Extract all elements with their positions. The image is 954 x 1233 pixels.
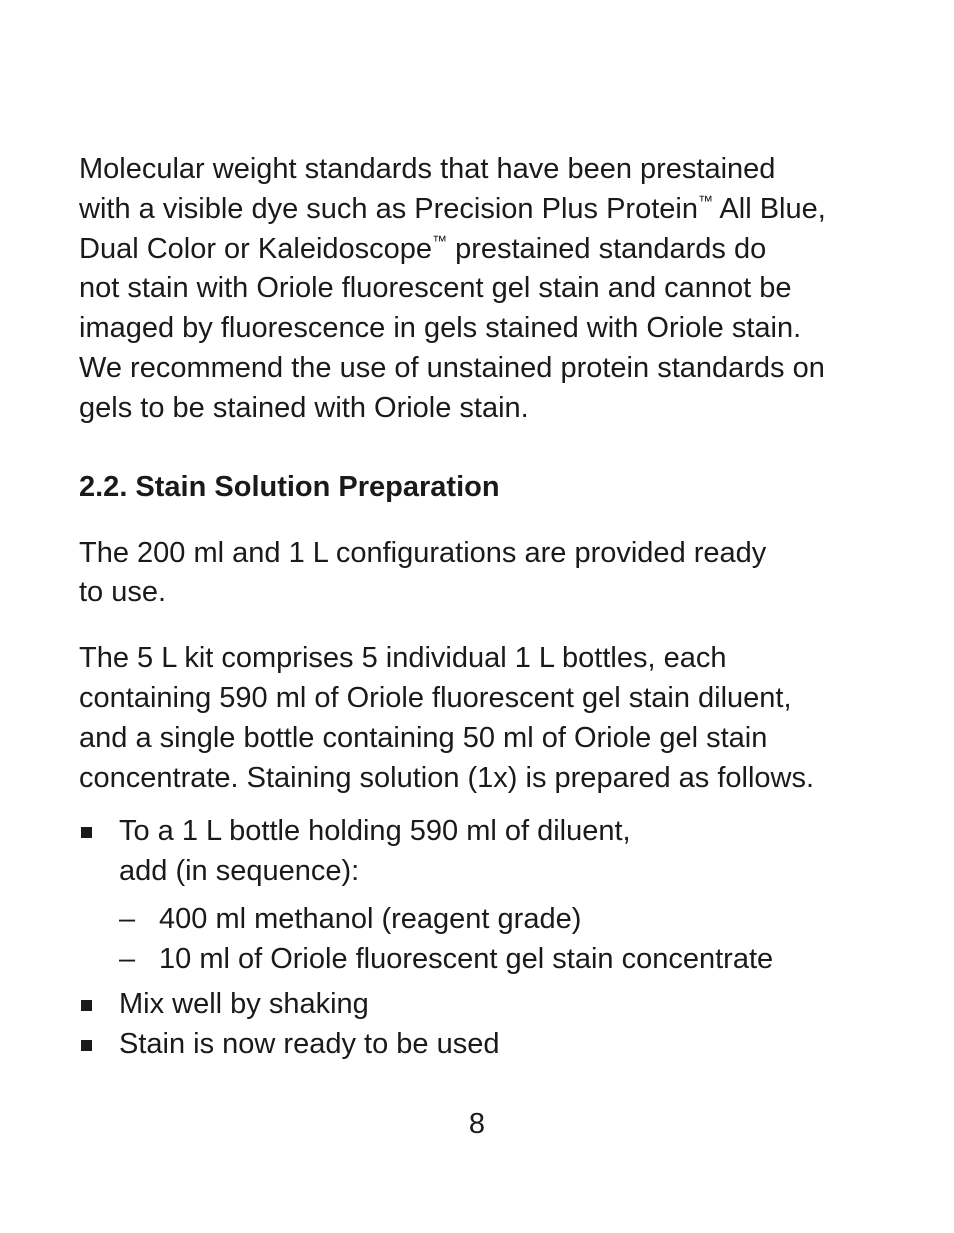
trademark-symbol: ™	[697, 192, 713, 210]
kit-line-3: and a single bottle containing 50 ml of Oriole gel stain	[79, 721, 768, 754]
square-bullet-icon	[81, 1000, 92, 1011]
dash-bullet-icon: –	[119, 942, 136, 975]
list-item	[79, 1025, 899, 1065]
kit-paragraph	[79, 639, 899, 798]
configurations-line-1: The 200 ml and 1 L configurations are provided ready	[79, 536, 767, 569]
configurations-paragraph	[79, 534, 899, 614]
intro-line-1: Molecular weight standards that have been prestained	[79, 153, 776, 185]
section-heading: 2.2. Stain Solution Preparation	[79, 470, 500, 503]
list-item	[79, 812, 899, 979]
sub-step-concentrate: 10 ml of Oriole fluorescent gel stain concentrate	[159, 942, 774, 975]
intro-line-7: gels to be stained with Oriole stain.	[79, 391, 529, 424]
page-content	[79, 150, 899, 1065]
intro-line-2: with a visible dye such as Precision Plus Protein™ All Blue,	[79, 192, 826, 225]
configurations-line-2: to use.	[79, 576, 167, 609]
trademark-symbol: ™	[432, 232, 448, 250]
square-bullet-icon	[81, 1040, 92, 1051]
kit-line-1: The 5 L kit comprises 5 individual 1 L bottles, each	[79, 642, 727, 675]
dash-bullet-icon: –	[119, 902, 136, 935]
intro-paragraph	[79, 150, 899, 429]
sequence-sublist	[119, 899, 899, 979]
kit-line-4: concentrate. Staining solution (1x) is prepared as follows.	[79, 761, 815, 794]
preparation-steps-list	[79, 812, 899, 1064]
step-1-line-2: add (in sequence):	[119, 855, 360, 888]
list-item	[119, 899, 899, 939]
intro-line-4: not stain with Oriole fluorescent gel stain and cannot be	[79, 272, 792, 305]
step-1-line-1: To a 1 L bottle holding 590 ml of diluent,	[119, 815, 631, 848]
square-bullet-icon	[81, 827, 92, 838]
intro-line-3: Dual Color or Kaleidoscope™ prestained standards do	[79, 232, 767, 265]
list-item	[79, 985, 899, 1025]
step-3: Stain is now ready to be used	[119, 1027, 500, 1060]
list-item	[119, 939, 899, 979]
intro-line-5: imaged by fluorescence in gels stained with Oriole stain.	[79, 312, 802, 345]
step-2: Mix well by shaking	[119, 987, 369, 1020]
sub-step-methanol: 400 ml methanol (reagent grade)	[159, 902, 582, 935]
kit-line-2: containing 590 ml of Oriole fluorescent gel stain diluent,	[79, 681, 792, 714]
page-number: 8	[468, 1108, 486, 1140]
intro-line-6: We recommend the use of unstained protein standards on	[79, 351, 825, 384]
